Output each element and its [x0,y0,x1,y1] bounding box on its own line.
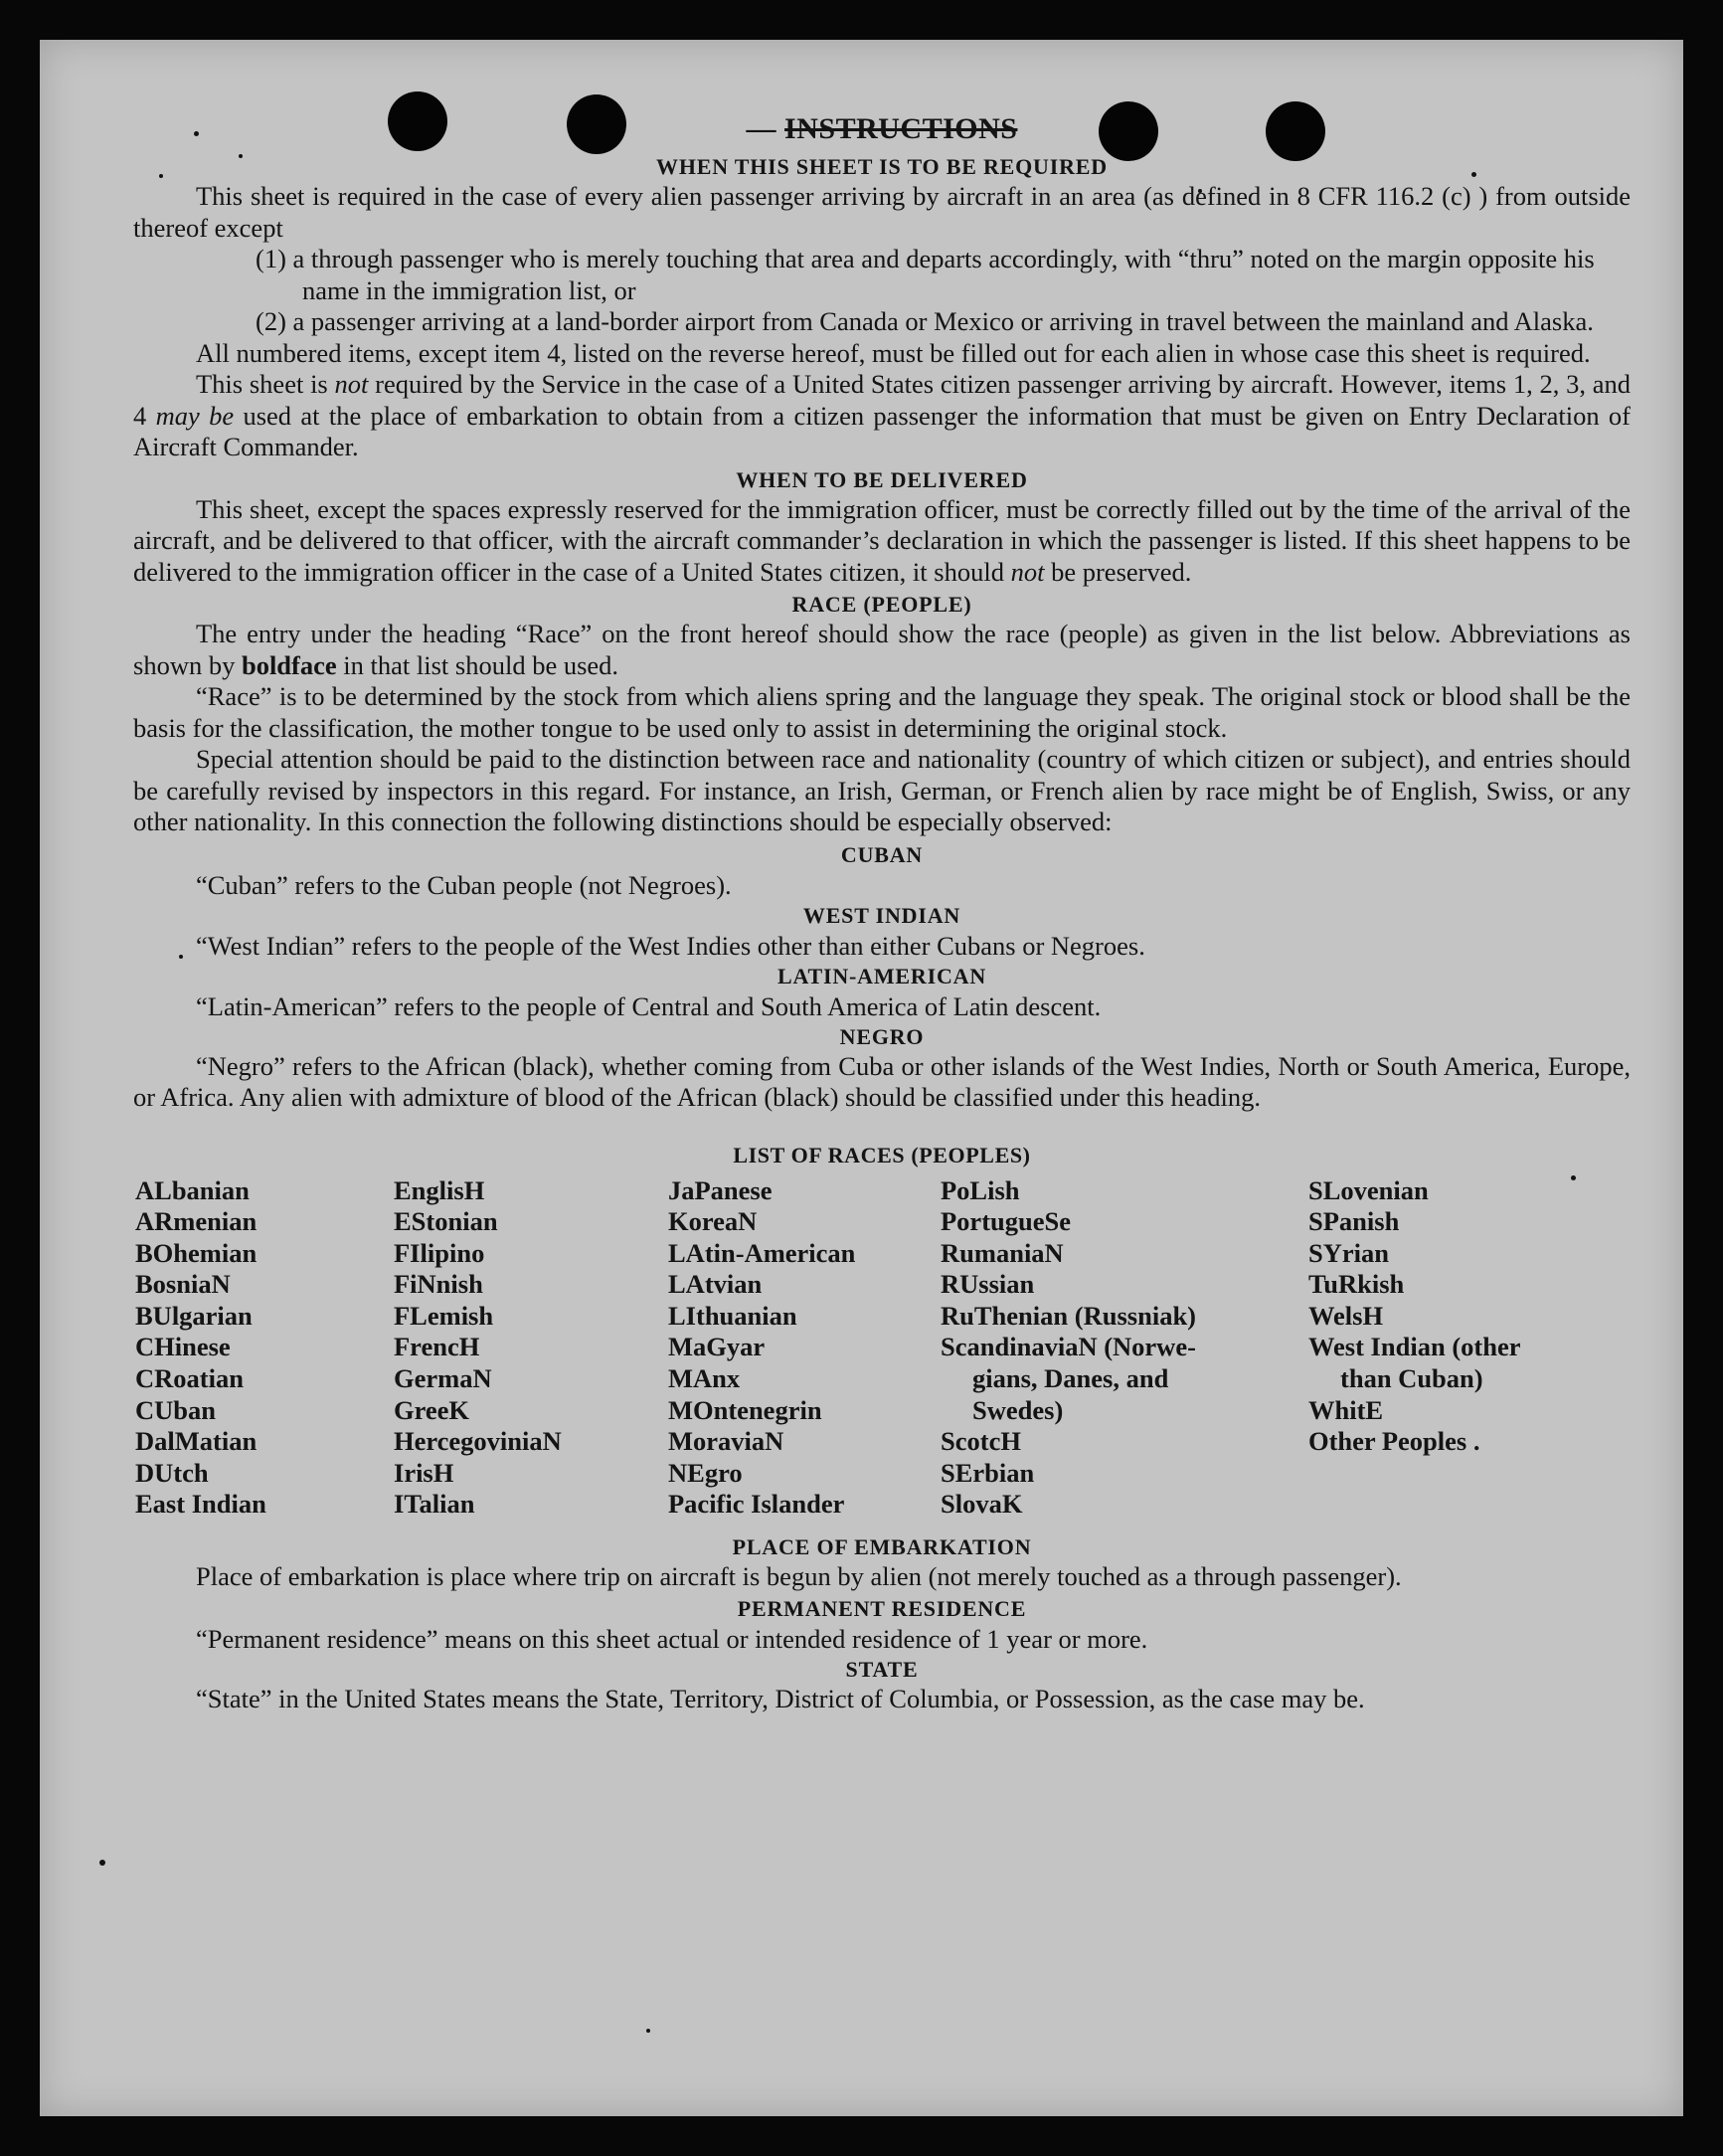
list-item: JaPanese [668,1174,773,1205]
list-item: SlovaK [941,1489,1023,1520]
definition-negro: “Negro” refers to the African (black), whether coming from Cuba or other islands of the West Indies, North or South America, Europe, or Africa. Any alien with admixture of blood of the African (black) should be classified under this heading. [133,1050,1631,1112]
list-item: DalMatian [135,1426,258,1457]
list-item: MaGyar [668,1332,766,1362]
list-item: NEgro [668,1457,743,1488]
list-item: IrisH [394,1457,454,1488]
section-heading-when-delivered: WHEN TO BE DELIVERED [736,466,1028,492]
section-heading-negro: NEGRO [839,1023,925,1049]
list-item: than Cuban) [1340,1363,1483,1394]
list-item: CRoatian [135,1363,244,1394]
paragraph-required-intro: This sheet is required in the case of every alien passenger arriving by aircraft in an area (as defined in 8 CFR 116.2 (c) ) from outside thereof except [133,181,1631,243]
paragraph-numbered-items: All numbered items, except item 4, listed on the reverse hereof, must be filled out for each alien in whose case this sheet is required. [196,337,1591,368]
list-item: ARmenian [135,1206,258,1237]
list-item: RumaniaN [941,1237,1064,1268]
definition-state: “State” in the United States means the State, Territory, District of Columbia, or Possession, as the case may be. [196,1684,1365,1713]
list-item: FIlipino [394,1237,485,1268]
list-item: ALbanian [135,1174,250,1205]
races-column-2 [394,1175,562,1522]
list-item: LAtin-American [668,1237,856,1268]
section-heading-latin-american: LATIN-AMERICAN [776,963,987,988]
list-item: EStonian [394,1206,498,1237]
list-item: EnglisH [394,1174,485,1205]
list-item: CHinese [135,1332,231,1362]
definition-residence: “Permanent residence” means on this sheet actual or intended residence of 1 year or more. [196,1624,1148,1654]
list-item: Other Peoples . [1308,1426,1480,1457]
section-heading-when-required: WHEN THIS SHEET IS TO BE REQUIRED [656,154,1108,179]
list-item: RUssian [941,1269,1035,1300]
paragraph-delivery: This sheet, except the spaces expressly reserved for the immigration officer, must be correctly filled out by the time of the arrival of the aircraft, and be delivered to that officer, with the aircraft commander’s declaration in which the passenger is listed. If this sheet happens to be delivered to the immigration officer in the case of a United States citizen, it should not be preserved. [133,493,1631,587]
section-heading-residence: PERMANENT RESIDENCE [737,1596,1027,1621]
list-item: MOntenegrin [668,1394,822,1425]
section-heading-embarkation: PLACE OF EMBARKATION [732,1533,1032,1559]
paragraph-citizen: This sheet is not required by the Service in the case of a United States citizen passenger arriving by aircraft. However, items 1, 2, 3, and 4 may be used at the place of embarkation to obtain from a citizen passenger the information that must be given on Entry Declaration of Aircraft Commander. [133,369,1631,461]
list-item: SLovenian [1308,1174,1429,1205]
list-item: DUtch [135,1457,209,1488]
paragraph-race-stock: “Race” is to be determined by the stock from which aliens spring and the language they speak. The original stock or blood shall be the basis for the classification, the mother tongue to be used only to assist in determining the original stock. [133,681,1631,743]
instruction-sheet [40,40,1683,2116]
definition-west-indian: “West Indian” refers to the people of the West Indies other than either Cubans or Negroes. [196,930,1145,961]
list-item: gians, Danes, and [972,1363,1169,1394]
list-item: TuRkish [1308,1269,1405,1300]
list-item: WhitE [1308,1394,1384,1425]
section-heading-west-indian: WEST INDIAN [802,902,961,928]
list-item: LIthuanian [668,1300,797,1331]
list-item: GreeK [394,1394,470,1425]
paragraph-race-nationality: Special attention should be paid to the distinction between race and nationality (country of which citizen or subject), and entries should be carefully revised by inspectors in this regard. For instance, an Irish, German, or French alien by race might be of English, Swiss, or any other nationality. In this connection the following distinctions should be especially observed: [133,744,1631,836]
list-item: WelsH [1308,1300,1384,1331]
list-item: PoLish [941,1174,1020,1205]
list-item: HercegoviniaN [394,1426,562,1457]
list-item: BOhemian [135,1237,258,1268]
races-column-1 [135,1175,266,1522]
exception-item-1: (1) a through passenger who is merely touching that area and departs accordingly, with “thru” noted on the margin opposite his name in the immigration list, or [256,244,1595,305]
definition-embarkation: Place of embarkation is place where trip on aircraft is begun by alien (not merely touched as a through passenger). [196,1560,1402,1591]
races-column-5 [1308,1175,1521,1458]
list-item: East Indian [135,1489,266,1520]
list-item: CUban [135,1394,217,1425]
list-item: FiNnish [394,1269,483,1300]
list-item: LAtvian [668,1269,763,1300]
page-title: — INSTRUCTIONS [746,112,1018,145]
races-column-3 [668,1175,855,1522]
list-item: BosniaN [135,1269,231,1300]
list-item: Pacific Islander [668,1489,845,1520]
races-column-4 [941,1175,1196,1522]
section-heading-cuban: CUBAN [840,841,924,867]
list-item: FLemish [394,1300,494,1331]
list-item: PortugueSe [941,1206,1072,1237]
definition-cuban: “Cuban” refers to the Cuban people (not Negroes). [196,869,732,900]
list-item: MAnx [668,1363,741,1394]
list-item: KoreaN [668,1206,758,1237]
list-item: SPanish [1308,1206,1400,1237]
list-item: GermaN [394,1363,492,1394]
paragraph-race-entry: The entry under the heading “Race” on the front hereof should show the race (people) as given in the list below. Abbreviations as shown by boldface in that list should be used. [133,619,1631,680]
list-item: West Indian (other [1308,1332,1521,1362]
list-of-races [133,1175,1631,1533]
exception-item-2: (2) a passenger arriving at a land-border airport from Canada or Mexico or arriving in travel between the mainland and Alaska. [256,306,1594,336]
list-item: Swedes) [972,1394,1064,1425]
section-heading-state: STATE [845,1657,919,1682]
definition-latin-american: “Latin-American” refers to the people of Central and South America of Latin descent. [196,990,1102,1021]
list-item: SErbian [941,1457,1035,1488]
section-heading-list-of-races: LIST OF RACES (PEOPLES) [733,1142,1031,1168]
list-item: ScandinaviaN (Norwe- [941,1332,1196,1362]
list-item: FrencH [394,1332,480,1362]
instructions-content [133,107,1631,1715]
list-item: RuThenian (Russniak) [941,1300,1197,1331]
list-item: BUlgarian [135,1300,253,1331]
list-item: ITalian [394,1489,475,1520]
list-item: MoraviaN [668,1426,784,1457]
list-item: ScotcH [941,1426,1021,1457]
section-heading-race: RACE (PEOPLE) [791,592,972,617]
list-item: SYrian [1308,1237,1389,1268]
